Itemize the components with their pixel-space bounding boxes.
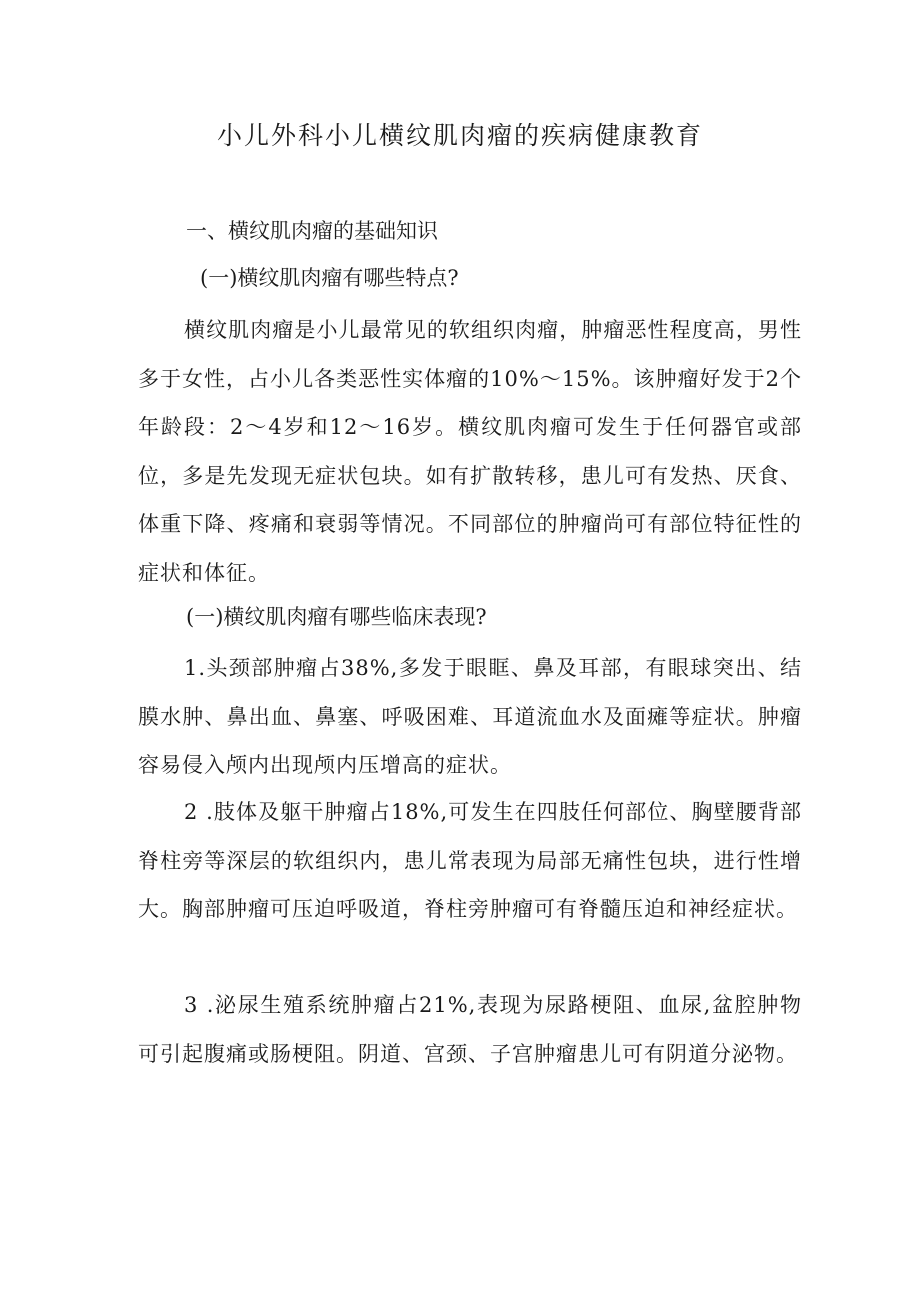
- list-item-urogenital: 3 .泌尿生殖系统肿瘤占21%,表现为尿路梗阻、血尿,盆腔肿物可引起腹痛或肠梗阻。阴道、宫颈、子宫肿瘤患儿可有阴道分泌物。: [138, 993, 802, 1066]
- document-title: 小儿外科小儿横纹肌肉瘤的疾病健康教育: [216, 121, 703, 150]
- subsection-heading: (一)横纹肌肉瘤有哪些特点?: [200, 266, 459, 290]
- list-item-head-neck: 1.头颈部肿瘤占38%,多发于眼眶、鼻及耳部，有眼球突出、结膜水肿、鼻出血、鼻塞、呼吸困难、耳道流血水及面瘫等症状。肿瘤容易侵入颅内出现颅内压增高的症状。: [138, 656, 802, 777]
- subsection-heading-clinical: (一)横纹肌肉瘤有哪些临床表现?: [186, 605, 487, 629]
- paragraph-features: 横纹肌肉瘤是小儿最常见的软组织肉瘤，肿瘤恶性程度高，男性多于女性，占小儿各类恶性实体瘤的10%～15%。该肿瘤好发于2个年龄段：2～4岁和12～16岁。横纹肌肉瘤可发生于任何器官或部位，多是先发现无症状包块。如有扩散转移，患儿可有发热、厌食、体重下降、疼痛和衰弱等情况。不同部位的肿瘤尚可有部位特征性的症状和体征。: [138, 318, 802, 585]
- section-heading: 一、横纹肌肉瘤的基础知识: [186, 219, 438, 243]
- list-item-limbs-trunk: 2 .肢体及躯干肿瘤占18%,可发生在四肢任何部位、胸壁腰背部脊柱旁等深层的软组织内，患儿常表现为局部无痛性包块，进行性增大。胸部肿瘤可压迫呼吸道，脊柱旁肿瘤可有脊髓压迫和神经症状。: [138, 800, 802, 921]
